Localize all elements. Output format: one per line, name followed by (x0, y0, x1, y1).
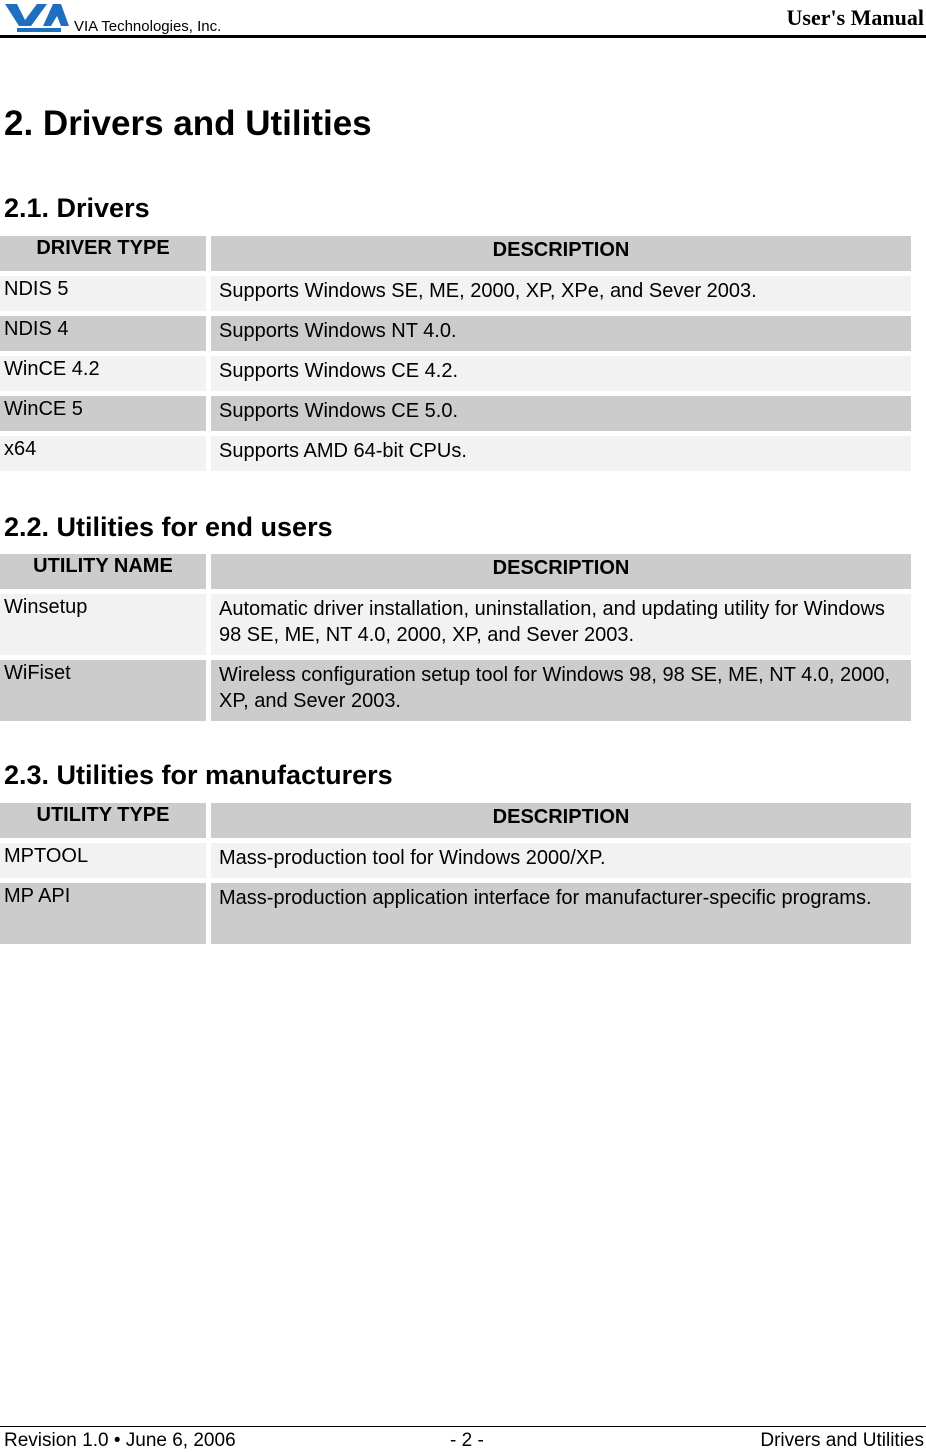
manufacturer-utilities-table (0, 803, 911, 949)
table-header-row (0, 803, 911, 838)
footer-revision: Revision 1.0 • June 6, 2006 (4, 1430, 236, 1451)
table-row (0, 594, 911, 655)
cell: Supports Windows SE, ME, 2000, XP, XPe, and Sever 2003. (211, 276, 911, 311)
cell: Supports Windows CE 4.2. (211, 356, 911, 391)
column-header: UTILITY NAME (0, 554, 206, 589)
section-heading-end-users: 2.2. Utilities for end users (4, 512, 333, 542)
column-header: DESCRIPTION (211, 554, 911, 589)
cell: Automatic driver installation, uninstallation, and updating utility for Windows 98 SE, ME, NT 4.0, 2000, XP, and Sever 2003. (211, 594, 911, 655)
table-row (0, 356, 911, 391)
cell: Mass-production tool for Windows 2000/XP. (211, 843, 911, 878)
cell: Winsetup (0, 594, 206, 655)
cell: Supports Windows CE 5.0. (211, 396, 911, 431)
column-header: DESCRIPTION (211, 236, 911, 271)
table-row (0, 276, 911, 311)
table-row (0, 660, 911, 721)
page-header (0, 0, 926, 38)
section-heading-manufacturers: 2.3. Utilities for manufacturers (4, 760, 393, 790)
table-header-row (0, 236, 911, 271)
cell: Mass-production application interface for manufacturer-specific programs. (211, 883, 911, 944)
cell: Supports AMD 64-bit CPUs. (211, 436, 911, 471)
cell: WiFiset (0, 660, 206, 721)
table-row (0, 436, 911, 471)
table-row (0, 843, 911, 878)
cell: NDIS 4 (0, 316, 206, 351)
column-header: UTILITY TYPE (0, 803, 206, 838)
table-header-row (0, 554, 911, 589)
cell: WinCE 5 (0, 396, 206, 431)
column-header: DRIVER TYPE (0, 236, 206, 271)
manual-label: User's Manual (786, 5, 924, 30)
cell: Wireless configuration setup tool for Windows 98, 98 SE, ME, NT 4.0, 2000, XP, and Sever 2003. (211, 660, 911, 721)
chapter-title: 2. Drivers and Utilities (4, 104, 372, 143)
footer-page-number: - 2 - (450, 1430, 484, 1451)
cell: MP API (0, 883, 206, 944)
table-row (0, 396, 911, 431)
table-row (0, 883, 911, 944)
via-logo (3, 2, 69, 34)
cell: WinCE 4.2 (0, 356, 206, 391)
cell: MPTOOL (0, 843, 206, 878)
company-name: VIA Technologies, Inc. (74, 18, 222, 35)
end-user-utilities-table (0, 554, 911, 726)
footer-chapter: Drivers and Utilities (760, 1430, 924, 1451)
cell: Supports Windows NT 4.0. (211, 316, 911, 351)
page-footer (0, 1426, 926, 1451)
table-row (0, 316, 911, 351)
cell: NDIS 5 (0, 276, 206, 311)
column-header: DESCRIPTION (211, 803, 911, 838)
section-heading-drivers: 2.1. Drivers (4, 193, 150, 223)
cell: x64 (0, 436, 206, 471)
drivers-table (0, 236, 911, 476)
